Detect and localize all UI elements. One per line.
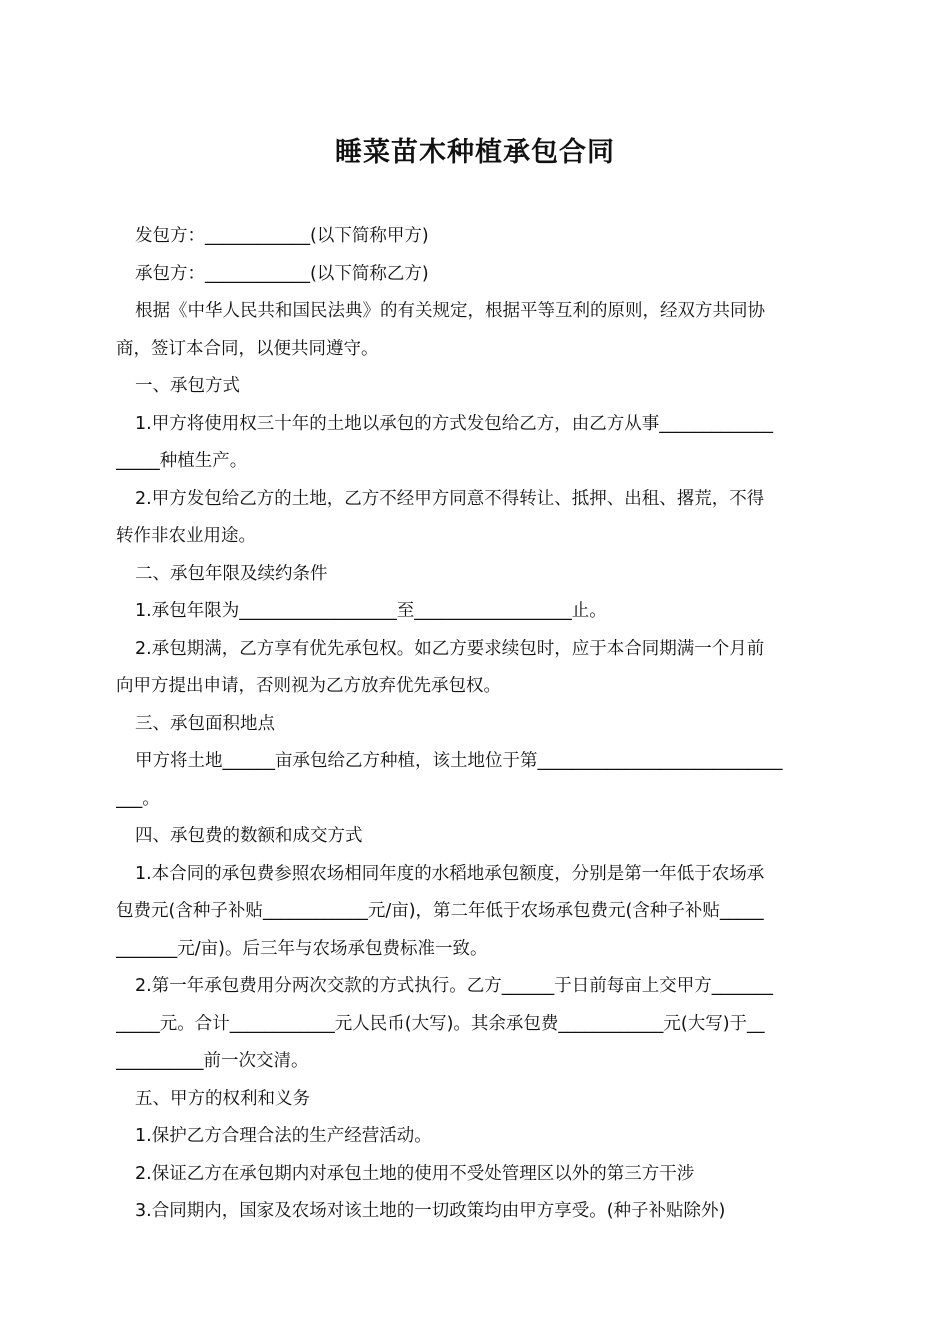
paragraph-line: 1.甲方将使用权三十年的土地以承包的方式发包给乙方，由乙方从事_____________: [135, 413, 773, 434]
paragraph-line: 包费元(含种子补贴____________元/亩)，第二年低于农场承包费元(含种子补贴_____: [116, 901, 764, 921]
section-heading: 二、承包年限及续约条件: [135, 563, 328, 584]
paragraph-line: 向甲方提出申请，否则视为乙方放弃优先承包权。: [116, 676, 501, 696]
paragraph-line: _____种植生产。: [116, 451, 248, 471]
paragraph-line: 商，签订本合同，以便共同遵守。: [116, 338, 379, 359]
paragraph-line: 2.第一年承包费用分两次交款的方式执行。乙方______于日前每亩上交甲方_______: [135, 976, 773, 996]
paragraph-line: 2.甲方发包给乙方的土地，乙方不经甲方同意不得转让、抵押、出租、撂荒，不得: [135, 488, 765, 509]
paragraph-line: _______元/亩)。后三年与农场承包费标准一致。: [116, 938, 488, 959]
paragraph-line: ___。: [116, 788, 160, 809]
section-heading: 一、承包方式: [135, 376, 240, 396]
paragraph-line: 3.合同期内，国家及农场对该土地的一切政策均由甲方享受。(种子补贴除外): [135, 1201, 726, 1221]
paragraph-line: 转作非农业用途。: [116, 526, 256, 546]
paragraph-line: __________前一次交清。: [116, 1051, 309, 1071]
section-heading: 三、承包面积地点: [135, 713, 275, 734]
paragraph-line: 承包方：____________(以下简称乙方): [135, 263, 429, 284]
document-body: [116, 218, 838, 1231]
paragraph-line: 2.保证乙方在承包期内对承包土地的使用不受处管理区以外的第三方干涉: [135, 1163, 695, 1184]
paragraph-line: 根据《中华人民共和国民法典》的有关规定，根据平等互利的原则，经双方共同协: [135, 301, 765, 321]
paragraph-line: 1.本合同的承包费参照农场相同年度的水稻地承包额度，分别是第一年低于农场承: [135, 863, 765, 884]
paragraph-line: 1.承包年限为__________________至__________________止。: [135, 601, 607, 621]
section-heading: 五、甲方的权利和义务: [135, 1088, 310, 1109]
section-heading: 四、承包费的数额和成交方式: [135, 826, 363, 846]
paragraph-line: 1.保护乙方合理合法的生产经营活动。: [135, 1126, 432, 1146]
paragraph-line: 2.承包期满，乙方享有优先承包权。如乙方要求续包时，应于本合同期满一个月前: [135, 638, 765, 659]
document-title: 睡菜苗木种植承包合同: [335, 137, 615, 168]
paragraph-line: 甲方将土地______亩承包给乙方种植，该土地位于第____________________________: [135, 751, 783, 771]
paragraph-line: 发包方：____________(以下简称甲方): [135, 226, 429, 246]
paragraph-line: _____元。合计____________元人民币(大写)。其余承包费____________元(大写)于__: [116, 1013, 765, 1034]
